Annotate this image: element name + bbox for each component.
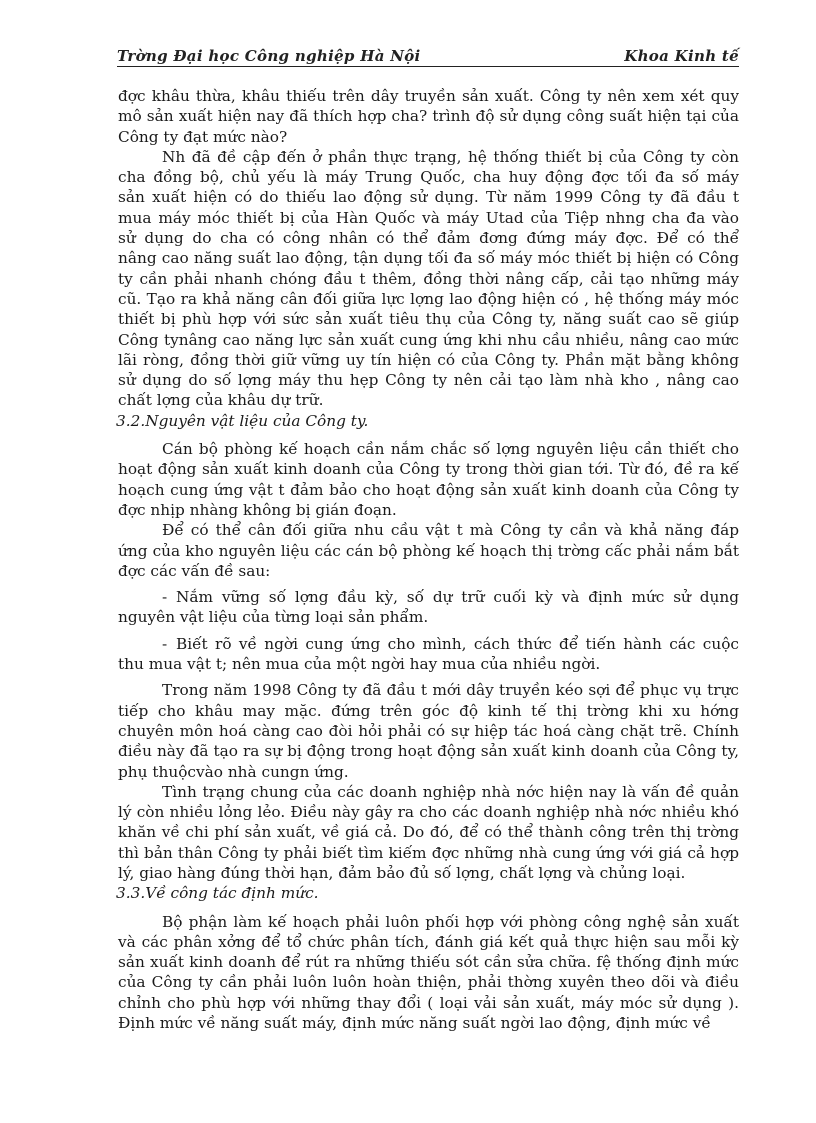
paragraph	[118, 520, 739, 581]
text-line: ứng của kho nguyên liệu các cán bộ phòng kế hoạch thị trờng cấc phải nắm bắt	[118, 541, 739, 560]
paragraph	[118, 439, 739, 520]
text-line	[118, 587, 739, 607]
page-header	[117, 44, 739, 67]
text-line: chỉnh cho phù hợp với những thay đổi ( loại vải sản xuất, máy móc sử dụng ).	[118, 993, 739, 1012]
text-line: Bộ phận làm kế hoạch phải luôn phối hợp với phòng công nghệ sản xuất	[162, 912, 739, 931]
paragraph	[118, 147, 739, 411]
text-line: lãi ròng, đồng thời giữ vững uy tín hiện có của Công ty. Phần mặt bằng không	[118, 350, 739, 369]
text-line: lý, giao hàng đúng thời hạn, đảm bảo đủ số lợng, chất lợng và chủng loại.	[118, 863, 686, 882]
section-heading: 3.3.Về công tác định mức.	[116, 884, 319, 903]
text-line: hoạch cung ứng vật t đảm bảo cho hoạt động sản xuất kinh doanh của Công ty	[118, 480, 739, 499]
text-line: nâng cao năng suất lao động, tận dụng tối đa số máy móc thiết bị hiện có Công	[118, 249, 739, 268]
paragraph	[118, 680, 739, 781]
bullet-paragraph	[118, 587, 739, 628]
text-line: nguyên vật liệu của từng loại sản phẩm.	[118, 608, 429, 627]
text-line: đợc nhịp nhàng không bị gián đoạn.	[118, 500, 397, 519]
text-line: Định mức về năng suất máy, định mức năng suất ngời lao động, định mức về	[118, 1014, 711, 1033]
document-body	[118, 86, 739, 1033]
text-line	[118, 634, 739, 654]
bullet-text: Nắm vững số lợng đầu kỳ, số dự trữ cuối kỳ và định mức sử dụng	[176, 588, 739, 607]
section-heading: 3.2.Nguyên vật liệu của Công ty.	[116, 411, 369, 430]
text-line: mua máy móc thiết bị của Hàn Quốc và máy Utad của Tiệp nhng cha đa vào	[118, 208, 739, 227]
text-line: phụ thuộcvào nhà cungn ứng.	[118, 762, 349, 781]
text-line: đợc khâu thừa, khâu thiếu trên dây truyền sản xuất. Công ty nên xem xét quy	[118, 87, 739, 105]
text-line: sử dụng do số lợng máy thu hẹp Công ty nên cải tạo làm nhà kho , nâng cao	[118, 371, 739, 390]
text-line: Trong năm 1998 Công ty đã đầu t mới dây truyền kéo sợi để phục vụ trực	[162, 681, 739, 700]
text-line: sản xuất hiện có do thiếu lao động sử dụng. Từ năm 1999 Công ty đã đầu t	[118, 188, 739, 207]
text-line: Để có thể cân đối giữa nhu cầu vật t mà Công ty cần và khả năng đáp	[162, 521, 739, 540]
text-line: Cán bộ phòng kế hoạch cần nắm chắc số lợng nguyên liệu cần thiết cho	[162, 440, 739, 459]
text-line: của Công ty cần phải luôn luôn hoàn thiện, phải thờng xuyên theo dõi và điều	[118, 973, 739, 992]
text-line: cũ. Tạo ra khả năng cân đối giữa lực lợng lao động hiện có , hệ thống máy móc	[118, 289, 739, 308]
text-line: Nh đã đề cập đến ở phần thực trạng, hệ thống thiết bị của Công ty còn	[162, 147, 739, 166]
text-line: thì bản thân Công ty phải biết tìm kiếm đợc những nhà cung ứng với giá cả hợp	[118, 843, 739, 862]
text-line: tiếp cho khâu may mặc. đứng trên góc độ kinh tế thị trờng khi xu hớng	[118, 701, 739, 720]
bullet-dash: -	[162, 634, 168, 653]
text-line: điều này đã tạo ra sự bị động trong hoạt động sản xuất kinh doanh của Công ty,	[118, 742, 739, 761]
text-line: hoạt động sản xuất kinh doanh của Công ty trong thời gian tới. Từ đó, đề ra kế	[118, 460, 739, 479]
text-line: cha đồng bộ, chủ yếu là máy Trung Quốc, cha huy động đợc tối đa số máy	[118, 168, 739, 187]
text-line: thu mua vật t; nên mua của một ngời hay mua của nhiều ngời.	[118, 655, 601, 674]
paragraph	[118, 86, 739, 147]
bullet-text: Biết rõ về ngời cung ứng cho mình, cách thức để tiến hành các cuộc	[176, 634, 739, 653]
header-university: Trờng Đại học Công nghiệp Hà Nội	[117, 47, 421, 65]
text-line: ty cần phải nhanh chóng đầu t thêm, đồng thời nâng cấp, cải tạo những máy	[118, 269, 739, 288]
paragraph	[118, 912, 739, 1034]
text-line: Tình trạng chung của các doanh nghiệp nhà nớc hiện nay là vấn đề quản	[162, 782, 739, 801]
text-line: lý còn nhiều lỏng lẻo. Điều này gây ra cho các doanh nghiệp nhà nớc nhiều khó	[118, 803, 739, 822]
paragraph	[118, 782, 739, 883]
text-line: chuyên môn hoá càng cao đòi hỏi phải có sự hiệp tác hoá càng chặt trẽ. Chính	[118, 721, 739, 740]
text-line: đợc các vấn đề sau:	[118, 561, 271, 580]
text-line: sản xuất kinh doanh để rút ra những thiếu sót cần sửa chữa. fệ thống định mức	[118, 953, 739, 972]
bullet-dash: -	[162, 588, 168, 607]
text-line: và các phân xởng để tổ chức phân tích, đánh giá kết quả thực hiện sau mỗi kỳ	[118, 932, 739, 951]
text-line: chất lợng của khâu dự trữ.	[118, 391, 324, 410]
text-line: Công tynâng cao năng lực sản xuất cung ứng khi nhu cầu nhiều, nâng cao mức	[118, 330, 739, 349]
text-line: Công ty đạt mức nào?	[118, 127, 288, 146]
bullet-paragraph	[118, 634, 739, 675]
text-line: sử dụng do cha có công nhân có thể đảm đơng đứng máy đợc. Để có thể	[118, 229, 739, 248]
text-line: thiết bị phù hợp với sức sản xuất tiêu thụ của Công ty, năng suất cao sẽ giúp	[118, 310, 739, 329]
header-faculty: Khoa Kinh tế	[624, 47, 739, 65]
text-line: khăn về chi phí sản xuất, về giá cả. Do đó, để có thể thành công trên thị trờng	[118, 823, 739, 842]
text-line: mô sản xuất hiện nay đã thích hợp cha? trình độ sử dụng công suất hiện tại của	[118, 107, 739, 126]
